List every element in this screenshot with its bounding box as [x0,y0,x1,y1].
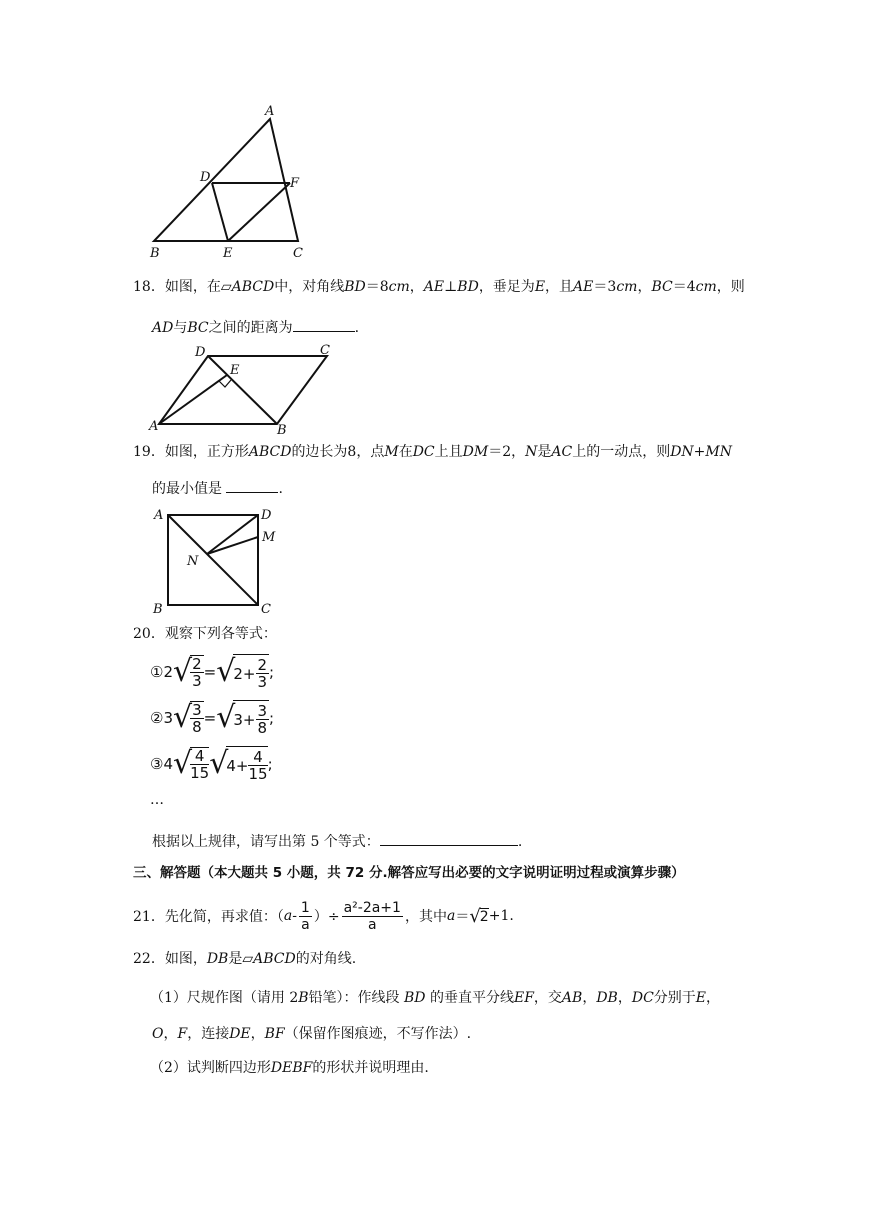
q22-part1-line2: O，F，连接DE，BF（保留作图痕迹，不写作法）. [152,1026,472,1042]
q22-part1-line1: （1）尺规作图（请用 2B铅笔）：作线段 BD 的垂直平分线EF，交AB，DB，DC分别于E， [150,990,721,1006]
q20-intro: 20．观察下列各等式： [133,626,277,642]
q20-prompt: 根据以上规律，请写出第 5 个等式： . [152,831,522,852]
label-B: B [277,423,287,434]
q20-ellipsis: … [150,792,164,808]
label-E: E [223,246,233,261]
q22-line1: 22．如图，DB是▱ABCD的对角线. [133,951,357,967]
equation-2: ② 3 √ $\frac{3}{8}$ = √ 3+ $\frac{3}{8}$ ; [150,700,275,737]
fraction-1-over-a: $\frac{1}{a}$ [300,899,310,933]
q19-line1: 19．如图，正方形ABCD的边长为8，点M在DC上且DM＝2，N是AC上的一动点，则DN+MN [133,444,732,460]
label-F: F [290,176,300,191]
equation-3: ③ 4 √ $\frac{4}{15}$ √ 4+ $\frac{4}{15}$ ; [150,746,273,783]
triangle-figure [140,105,320,265]
label-A: A [149,419,159,434]
sqrt-sign: √ [469,905,481,927]
answer-blank [226,478,278,493]
label-B: B [150,246,160,261]
label-A: A [154,508,164,523]
square-figure [145,503,285,615]
label-B: B [153,602,163,615]
q18-line1: 18．如图，在▱ABCD中，对角线BD＝8cm，AE⊥BD，垂足为E，且AE＝3cm，BC＝4cm，则 [133,279,745,295]
sqrt-sign: √ [209,746,229,781]
answer-blank [293,317,355,332]
answer-blank [380,831,518,846]
parallelogram-figure [145,342,345,434]
label-D: D [261,508,272,523]
q18-line2: AD与BC之间的距离为 . [152,317,359,338]
sqrt-sign: √ [173,700,193,735]
q21: 21． 先化简，再求值：（ a - $\frac{1}{a}$ ）÷ $\frac{\text{a²-2a+1}}{a}$ ，其中 a ＝ √ 2 +1. [133,899,514,933]
label-C: C [261,602,271,615]
sqrt-sign: √ [173,746,193,781]
label-D: D [195,345,206,360]
equation-1: ① 2 √ $\frac{2}{3}$ = √ 2+ $\frac{2}{3}$ ; [150,654,275,691]
section-heading: 三、解答题（本大题共 5 小题，共 72 分.解答应写出必要的文字说明证明过程或演算步骤） [133,865,685,881]
fraction-polynomial: $\frac{\text{a²-2a+1}}{a}$ [343,899,401,933]
sqrt-sign: √ [216,700,236,735]
label-D: D [200,170,211,185]
label-C: C [293,246,303,261]
q22-part2: （2）试判断四边形DEBF的形状并说明理由. [150,1060,429,1076]
q19-line2: 的最小值是 . [152,478,283,499]
sqrt-sign: √ [216,654,236,689]
label-C: C [320,343,330,358]
label-A: A [265,105,275,119]
label-M: M [262,530,276,545]
label-E: E [230,363,240,378]
sqrt-sign: √ [173,654,193,689]
label-N: N [187,554,199,569]
